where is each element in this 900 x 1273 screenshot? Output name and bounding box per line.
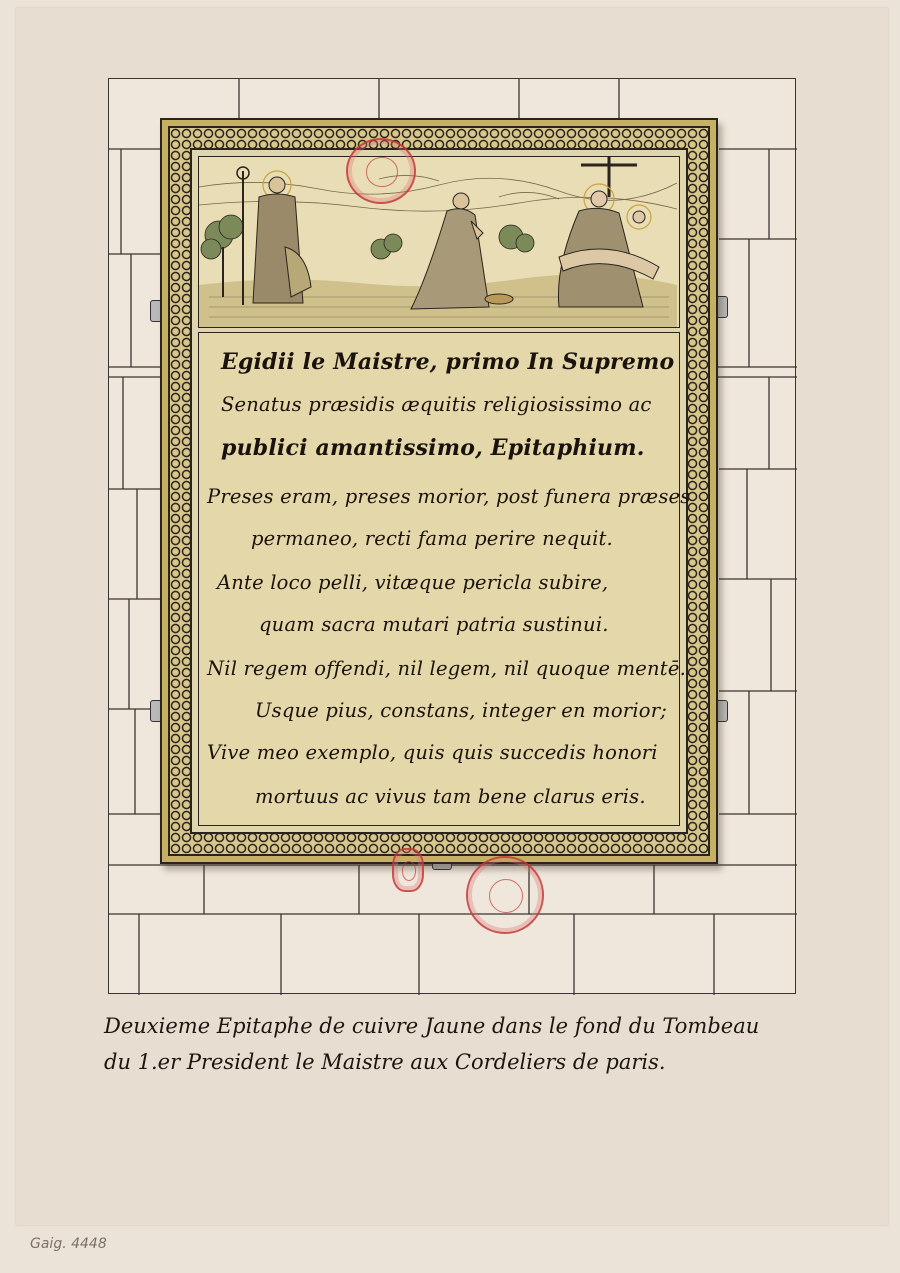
epitaph-line: Vive meo exemplo, quis quis succedis honori <box>207 741 658 764</box>
epitaph-line: mortuus ac vivus tam bene clarus eris. <box>255 785 646 808</box>
epitaph-text-panel <box>198 332 691 826</box>
library-stamp <box>466 856 544 934</box>
library-stamp <box>392 848 424 892</box>
epitaph-line: quam sacra mutari patria sustinui. <box>259 613 609 636</box>
epitaph-line: Nil regem offendi, nil legem, nil quoque mentē. <box>207 657 686 680</box>
caption-line-2: du 1.er President le Maistre aux Cordeliers de paris. <box>104 1050 666 1074</box>
epitaph-line: Ante loco pelli, vitæque pericla subire, <box>217 571 609 594</box>
epitaph-line: publici amantissimo, Epitaphium. <box>221 435 645 461</box>
brass-plaque <box>160 118 718 864</box>
epitaph-line: Usque pius, constans, integer en morior; <box>255 699 667 722</box>
engraved-scene <box>198 156 680 328</box>
epitaph-line: Preses eram, preses morior, post funera præses <box>207 485 691 508</box>
epitaph-line: Senatus præsidis æquitis religiosissimo ac <box>221 393 652 416</box>
caption-line-1: Deuxieme Epitaphe de cuivre Jaune dans le fond du Tombeau <box>104 1014 760 1038</box>
shelfmark: Gaig. 4448 <box>30 1236 107 1252</box>
caption <box>104 1008 824 1080</box>
epitaph-line: permaneo, recti fama perire nequit. <box>251 527 613 550</box>
library-stamp <box>346 138 416 204</box>
scene-illustration <box>199 157 677 327</box>
plaque-inner-frame <box>190 148 691 834</box>
epitaph-line: Egidii le Maistre, primo In Supremo <box>221 349 675 375</box>
